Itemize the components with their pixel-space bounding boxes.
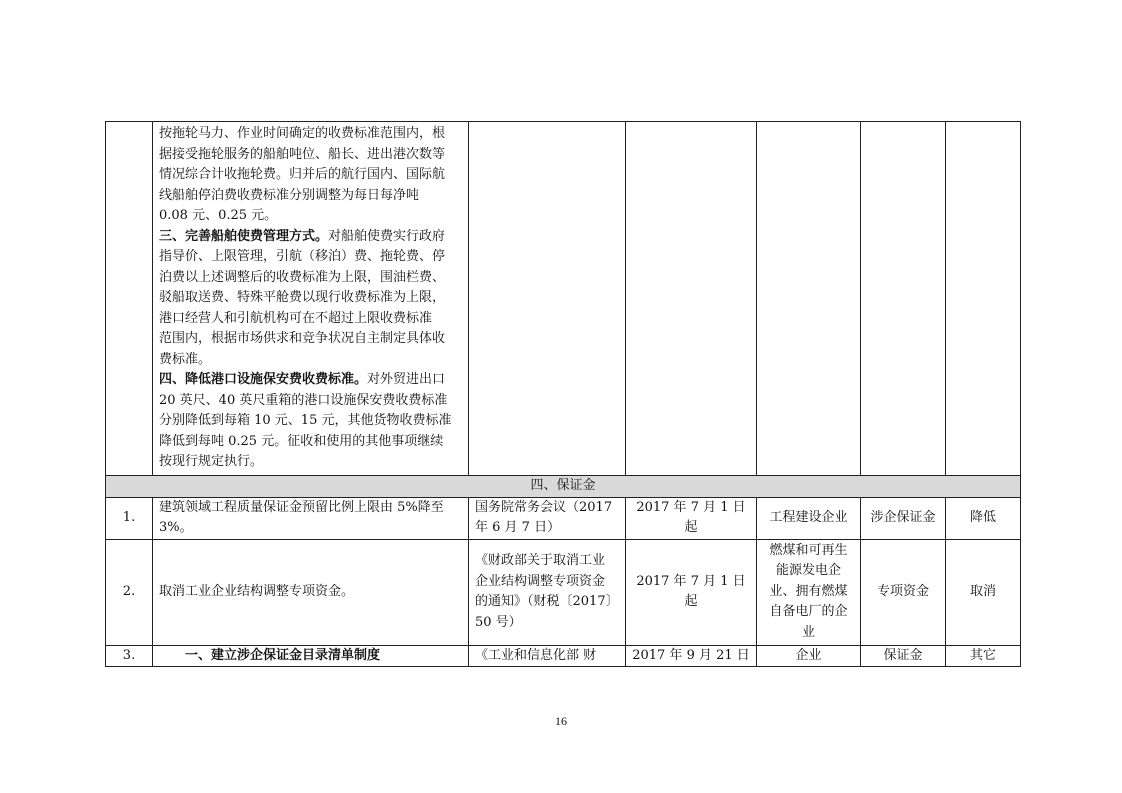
content-line: 3%。 (159, 520, 193, 535)
target-line: 能源发电企 (775, 563, 841, 579)
row-number: 2. (106, 539, 153, 645)
row-target: 企业 (757, 645, 861, 667)
target-line: 业 (801, 624, 815, 640)
row-target: 工程建设企业 (757, 497, 861, 539)
table-row (106, 497, 1021, 539)
content-line: 情况综合计收拖轮费。归并后的航行国内、国际航 (159, 167, 446, 183)
content-line: 费标准。 (159, 351, 212, 367)
source-line: 国务院常务会议（2017 (475, 499, 613, 515)
section-title: 四、保证金 (106, 476, 1021, 498)
target-line: 业、拥有燃煤 (769, 583, 848, 599)
row-action: 降低 (946, 497, 1021, 539)
row-content (153, 539, 469, 645)
target-line: 燃煤和可再生 (769, 542, 848, 558)
content-line: 驳船取送费、特殊平舱费以现行收费标准为上限， (159, 290, 446, 306)
content-line: 按现行规定执行。 (159, 454, 264, 470)
row-target (757, 539, 861, 645)
continued-target-cell (757, 122, 861, 476)
continued-category-cell (861, 122, 946, 476)
table-row (106, 645, 1021, 667)
policy-table (105, 121, 1021, 667)
row-category: 保证金 (861, 645, 946, 667)
content-line: 对外贸进出口 (367, 372, 446, 388)
content-line: 据接受拖轮服务的船舶吨位、船长、进出港次数等 (159, 146, 446, 162)
row-action: 其它 (946, 645, 1021, 667)
page-number: 16 (555, 714, 567, 728)
row-source (469, 539, 626, 645)
source-line: 50 号） (475, 614, 522, 630)
target-line: 自备电厂的企 (769, 604, 848, 620)
row-number: 1. (106, 497, 153, 539)
source-line: 年 6 月 7 日） (475, 520, 561, 535)
content-line: 线船舶停泊费收费标准分别调整为每日每净吨 (159, 187, 420, 203)
continued-date-cell (626, 122, 757, 476)
item4-first-line (159, 370, 462, 391)
content-line: 对船舶使费实行政府 (328, 228, 446, 244)
content-line: 0.08 元、0.25 元。 (159, 208, 278, 224)
content-line: 泊费以上述调整后的收费标准为上限，围油栏费、 (159, 269, 446, 285)
row-action: 取消 (946, 539, 1021, 645)
row-category: 专项资金 (861, 539, 946, 645)
row-number: 3. (106, 645, 153, 667)
row-source (469, 645, 626, 667)
source-line: 的通知》（财税〔2017〕 (475, 594, 619, 609)
source-line: 《财政部关于取消工业 (475, 553, 606, 568)
row-date: 2017 年 7 月 1 日起 (626, 497, 757, 539)
continued-num-cell (106, 122, 153, 476)
source-line: 《工业和信息化部 财 (475, 647, 597, 663)
row-content (153, 645, 469, 667)
row-date: 2017 年 9 月 21 日 (626, 645, 757, 667)
item3-first-line (159, 227, 462, 248)
row-source (469, 497, 626, 539)
row-category: 涉企保证金 (861, 497, 946, 539)
content-line: 取消工业企业结构调整专项资金。 (159, 583, 355, 599)
content-line: 建筑领域工程质量保证金预留比例上限由 5%降至 (159, 499, 444, 515)
content-line: 范围内，根据市场供求和竞争状况自主制定具体收 (159, 331, 446, 347)
content-line: 一、建立涉企保证金目录清单制度 (185, 647, 381, 663)
continued-source-cell (469, 122, 626, 476)
row-date: 2017 年 7 月 1 日起 (626, 539, 757, 645)
content-line: 分别降低到每箱 10 元、15 元，其他货物收费标准 (159, 413, 452, 429)
item3-title: 三、完善船舶使费管理方式。 (159, 228, 329, 244)
content-line: 指导价、上限管理，引航（移泊）费、拖轮费、停 (159, 249, 446, 265)
source-line: 企业结构调整专项资金 (475, 573, 606, 589)
section-header-row (106, 476, 1021, 498)
row-content (153, 497, 469, 539)
continued-action-cell (946, 122, 1021, 476)
continued-content-cell (153, 122, 469, 476)
table-row (106, 539, 1021, 645)
content-line: 降低到每吨 0.25 元。征收和使用的其他事项继续 (159, 433, 444, 449)
content-line: 按拖轮马力、作业时间确定的收费标准范围内，根 (159, 126, 446, 142)
content-line: 港口经营人和引航机构可在不超过上限收费标准 (159, 310, 433, 326)
content-line: 20 英尺、40 英尺重箱的港口设施保安费收费标准 (159, 392, 448, 408)
continued-row (106, 122, 1021, 476)
item4-title: 四、降低港口设施保安费收费标准。 (159, 372, 368, 388)
